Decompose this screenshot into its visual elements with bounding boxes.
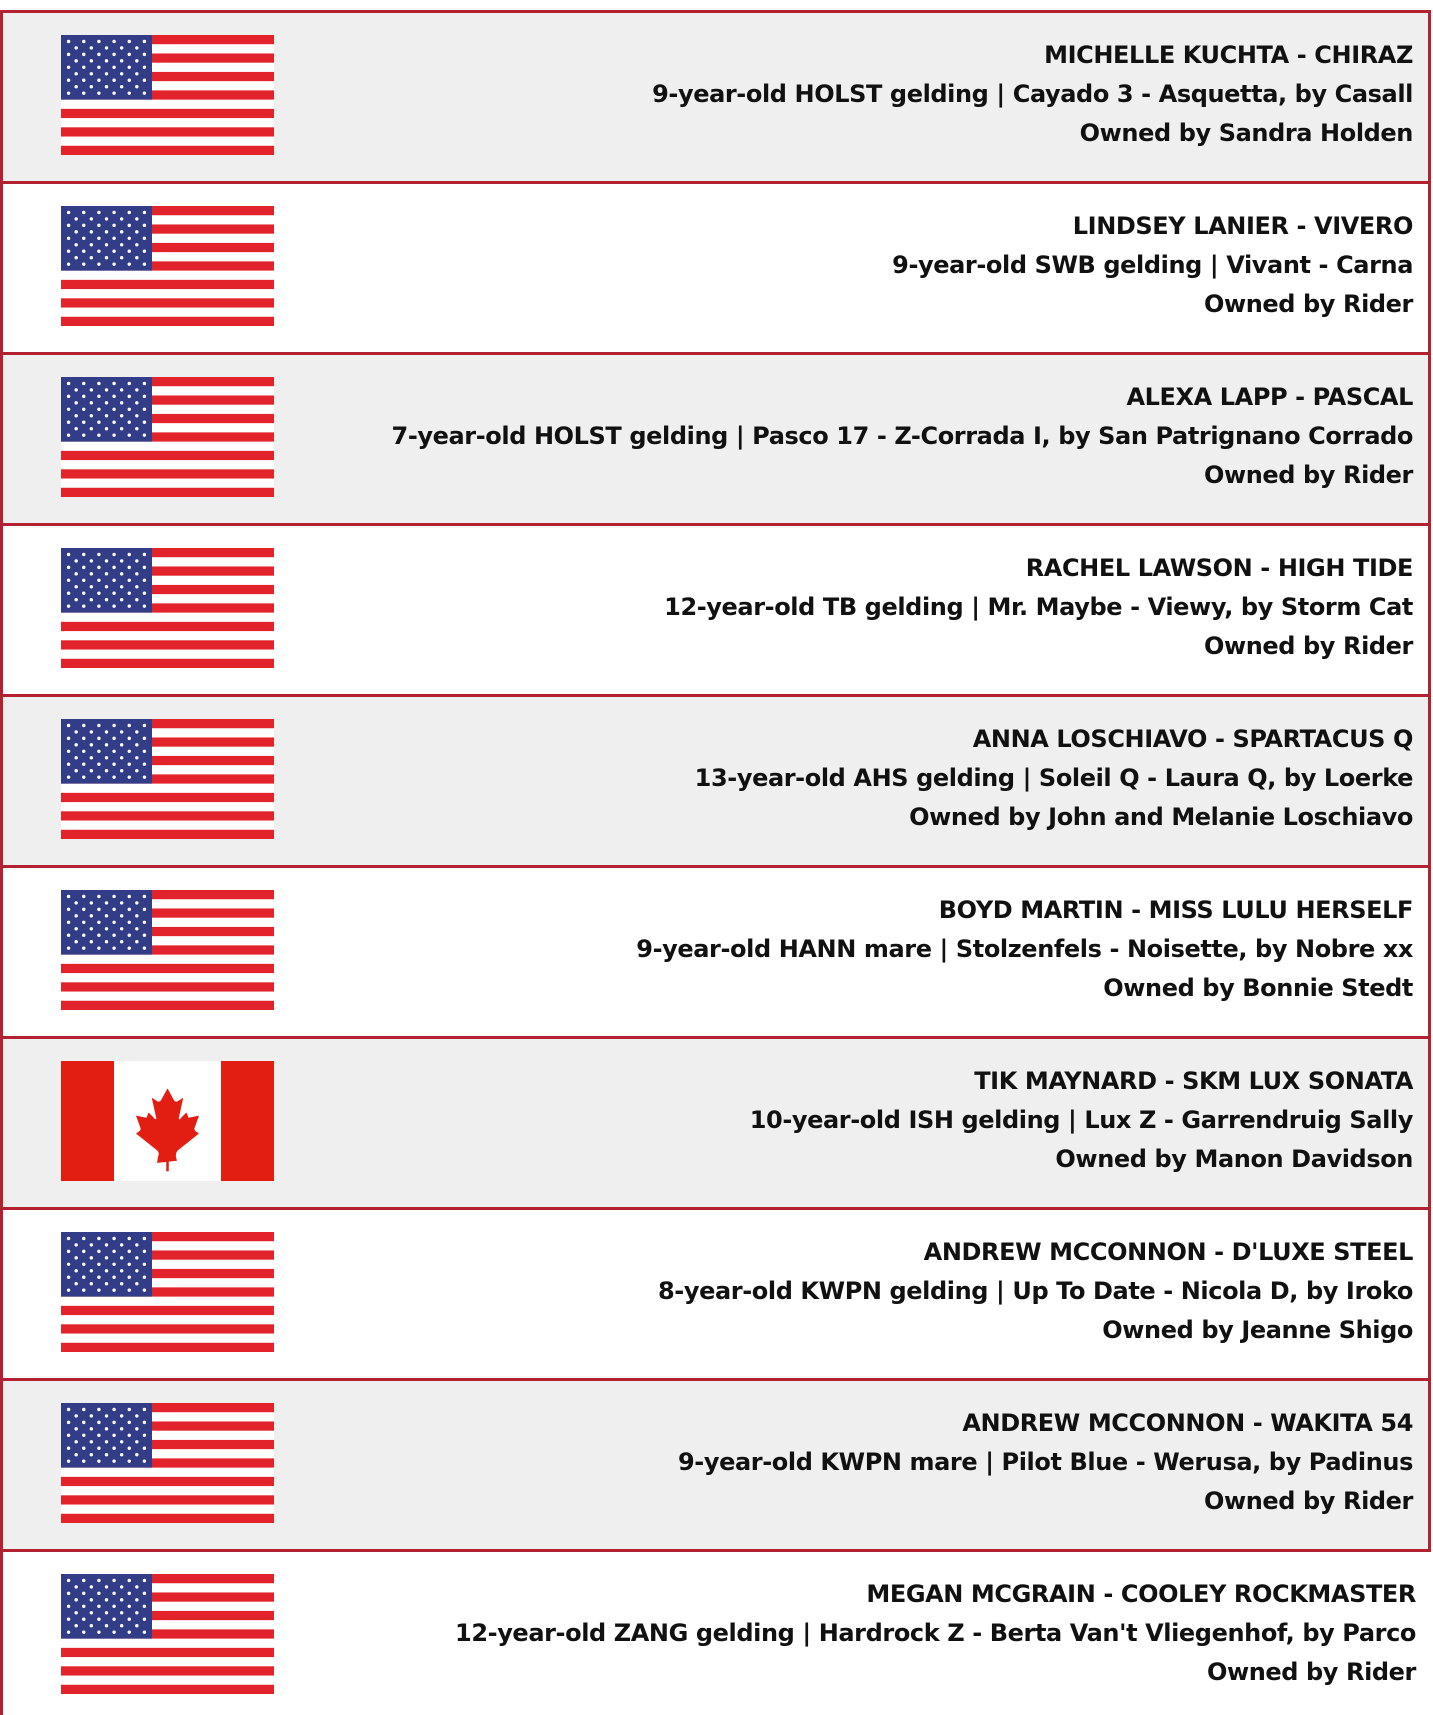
canada-flag-icon [61,1061,274,1181]
entry-row [0,1549,1431,1715]
entry-owner: Owned by Sandra Holden [1079,119,1413,147]
entry-title: MICHELLE KUCHTA - CHIRAZ [1044,41,1413,69]
entry-title: TIK MAYNARD - SKM LUX SONATA [974,1067,1413,1095]
entry-details: 8-year-old KWPN gelding | Up To Date - Nicola D, by Iroko [658,1277,1413,1305]
entry-owner: Owned by Rider [1203,290,1413,318]
entry-details: 9-year-old KWPN mare | Pilot Blue - Werusa, by Padinus [678,1448,1413,1476]
entry-row [0,181,1431,352]
entry-details: 10-year-old ISH gelding | Lux Z - Garrendruig Sally [749,1106,1413,1134]
entry-row [0,865,1431,1036]
entry-title: ANNA LOSCHIAVO - SPARTACUS Q [972,725,1413,753]
entry-title: ALEXA LAPP - PASCAL [1126,383,1413,411]
entry-owner: Owned by Rider [1203,632,1413,660]
entry-owner: Owned by Rider [1203,1487,1413,1515]
entry-title: ANDREW MCCONNON - D'LUXE STEEL [923,1238,1413,1266]
entry-info [750,1062,1413,1179]
entry-info [658,1233,1413,1350]
usa-flag-icon [61,548,274,668]
entry-details: 12-year-old TB gelding | Mr. Maybe - Viewy, by Storm Cat [664,593,1413,621]
usa-flag-icon [61,206,274,326]
entry-details: 13-year-old AHS gelding | Soleil Q - Laura Q, by Loerke [694,764,1413,792]
entry-owner: Owned by Jeanne Shigo [1102,1316,1413,1344]
entry-row [0,1207,1431,1378]
entry-row [0,1378,1431,1549]
entry-row [0,523,1431,694]
entry-row [0,352,1431,523]
entry-info [652,36,1413,153]
entry-title: BOYD MARTIN - MISS LULU HERSELF [938,896,1413,924]
entry-list [0,10,1431,1715]
entry-row [0,10,1431,181]
usa-flag-icon [61,35,274,155]
entry-row [0,1036,1431,1207]
entry-owner: Owned by Manon Davidson [1055,1145,1413,1173]
entry-details: 9-year-old SWB gelding | Vivant - Carna [892,251,1413,279]
entry-details: 12-year-old ZANG gelding | Hardrock Z - Berta Van't Vliegenhof, by Parco [455,1619,1416,1647]
entry-details: 7-year-old HOLST gelding | Pasco 17 - Z-Corrada I, by San Patrignano Corrado [391,422,1413,450]
entry-title: MEGAN MCGRAIN - COOLEY ROCKMASTER [866,1580,1416,1608]
entry-owner: Owned by John and Melanie Loschiavo [909,803,1413,831]
usa-flag-icon [61,719,274,839]
entry-owner: Owned by Rider [1203,461,1413,489]
entry-details: 9-year-old HANN mare | Stolzenfels - Noisette, by Nobre xx [636,935,1413,963]
usa-flag-icon [61,890,274,1010]
entry-owner: Owned by Bonnie Stedt [1103,974,1413,1002]
entry-info [892,207,1413,324]
entry-info [392,378,1413,495]
entry-info [664,549,1413,666]
entry-row [0,694,1431,865]
entry-info [678,1404,1413,1521]
entry-title: ANDREW MCCONNON - WAKITA 54 [962,1409,1413,1437]
entry-title: LINDSEY LANIER - VIVERO [1072,212,1413,240]
entry-info [695,720,1413,837]
usa-flag-icon [61,1574,274,1694]
usa-flag-icon [61,377,274,497]
entry-title: RACHEL LAWSON - HIGH TIDE [1025,554,1413,582]
usa-flag-icon [61,1232,274,1352]
entry-info [455,1575,1416,1692]
usa-flag-icon [61,1403,274,1523]
entry-owner: Owned by Rider [1206,1658,1416,1686]
entry-details: 9-year-old HOLST gelding | Cayado 3 - Asquetta, by Casall [652,80,1413,108]
entry-info [636,891,1413,1008]
